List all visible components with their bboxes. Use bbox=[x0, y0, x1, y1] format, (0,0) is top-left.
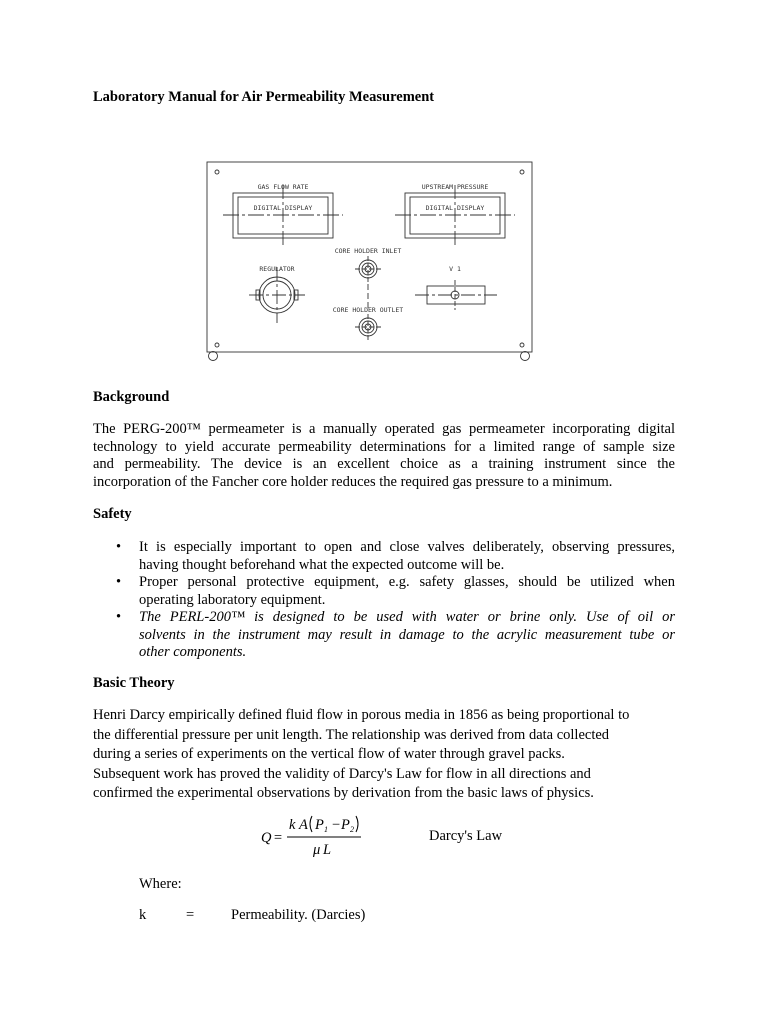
bullet-line: The PERL-200™ is designed to be used with water or brine only. Use of oil or bbox=[139, 609, 675, 625]
background-heading: Background bbox=[93, 389, 170, 405]
bullet-line: It is especially important to open and close valves deliberately, observing pressures, bbox=[139, 539, 675, 555]
bullet-line: Proper personal protective equipment, e.g. safety glasses, should be utilized when bbox=[139, 574, 675, 590]
list-item bbox=[116, 609, 675, 662]
background-line: incorporation of the Fancher core holder reduces the required gas pressure to a minimum. bbox=[93, 473, 613, 490]
theory-line: Subsequent work has proved the validity of Darcy's Law for flow in all directions and bbox=[93, 765, 591, 782]
bullet-marker: • bbox=[116, 574, 122, 590]
eq-k: k bbox=[289, 817, 296, 833]
bullet-line: solvents in the instrument may result in damage to the acrylic measurement tube or bbox=[139, 626, 675, 643]
eq-equals: = bbox=[273, 830, 283, 846]
page-title: Laboratory Manual for Air Permeability Measurement bbox=[93, 89, 435, 105]
basic-theory-heading: Basic Theory bbox=[93, 675, 175, 691]
where-label: Where: bbox=[139, 876, 182, 892]
regulator-label: REGULATOR bbox=[259, 265, 295, 273]
definition-equals: = bbox=[186, 907, 195, 923]
bullet-line: operating laboratory equipment. bbox=[139, 591, 326, 608]
theory-line: confirmed the experimental observations by derivation from the basic laws of physics. bbox=[93, 785, 594, 802]
eq-l: L bbox=[323, 842, 332, 858]
eq-sub1: 1 bbox=[324, 825, 328, 834]
bullet-line: other components. bbox=[139, 644, 247, 660]
right-digital-display-label: DIGITAL DISPLAY bbox=[425, 204, 485, 212]
upstream-pressure-label: UPSTREAM PRESSURE bbox=[421, 183, 489, 191]
definition-symbol: k bbox=[139, 907, 147, 923]
bullet-marker: • bbox=[116, 609, 122, 625]
eq-p1: P bbox=[315, 817, 324, 833]
eq-lhs: Q bbox=[261, 830, 272, 846]
list-item bbox=[116, 539, 675, 574]
safety-heading: Safety bbox=[93, 506, 132, 522]
theory-line: the differential pressure per unit length. The relationship was derived from data collected bbox=[93, 726, 610, 743]
darcys-law-equation bbox=[255, 812, 375, 862]
eq-mu: μ bbox=[313, 842, 321, 858]
background-line: The PERG-200™ permeameter is a manually operated gas permeameter incorporating digital bbox=[93, 421, 675, 437]
theory-line: during a series of experiments on the vertical flow of water through gravel packs. bbox=[93, 746, 565, 763]
v1-label: V 1 bbox=[449, 265, 461, 273]
eq-a: A bbox=[299, 817, 308, 833]
list-item bbox=[116, 574, 675, 609]
theory-line: Henri Darcy empirically defined fluid flow in porous media in 1856 as being proportional to bbox=[93, 707, 630, 723]
definition-description: Permeability. (Darcies) bbox=[231, 907, 366, 923]
bullet-line: having thought beforehand what the expected outcome will be. bbox=[139, 556, 505, 573]
core-holder-inlet-label: CORE HOLDER INLET bbox=[334, 247, 402, 255]
eq-minus: − bbox=[331, 817, 341, 833]
background-line: and permeability. The device is an excellent choice as a training instrument since the bbox=[93, 456, 675, 472]
safety-list bbox=[116, 539, 675, 662]
background-line: technology to yield accurate permeability determinations for a limited range of sample size bbox=[93, 438, 675, 455]
equation-label: Darcy's Law bbox=[429, 828, 503, 844]
bullet-marker: • bbox=[116, 539, 122, 555]
eq-sub2: 2 bbox=[350, 825, 354, 834]
background-paragraph bbox=[93, 421, 675, 491]
gas-flow-rate-label: GAS FLOW RATE bbox=[257, 183, 309, 191]
left-digital-display-label: DIGITAL DISPLAY bbox=[253, 204, 313, 212]
theory-paragraph bbox=[93, 706, 683, 804]
permeameter-panel-diagram bbox=[205, 160, 535, 365]
core-holder-outlet-label: CORE HOLDER OUTLET bbox=[332, 306, 404, 314]
eq-p2: P bbox=[341, 817, 350, 833]
